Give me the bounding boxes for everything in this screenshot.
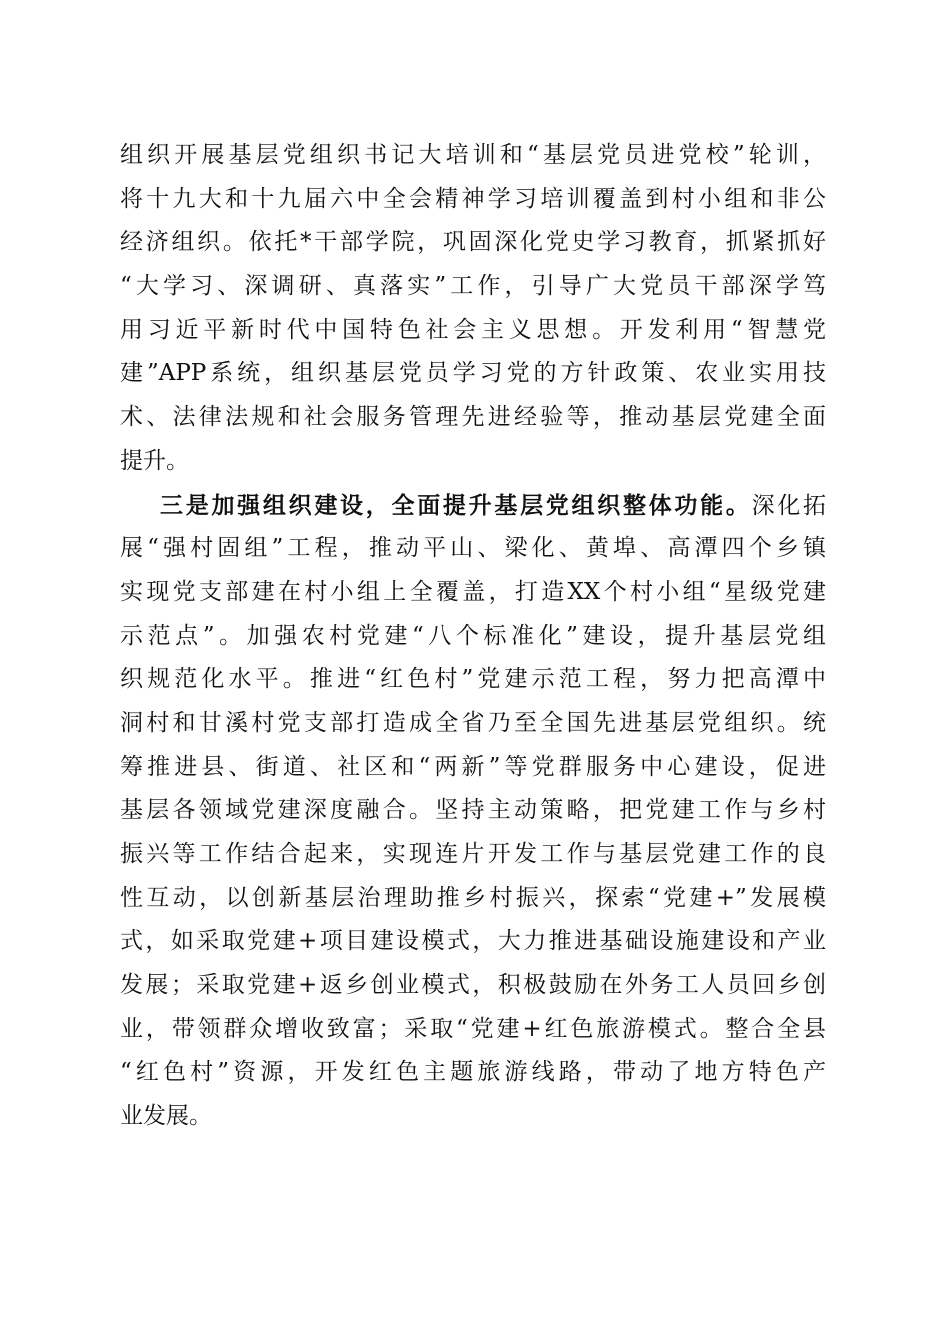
text-line: 筹推进县、街道、社区和“两新”等党群服务中心建设，促进 (120, 753, 826, 780)
document-body (120, 134, 826, 1139)
text-line: 发展；采取党建+返乡创业模式，积极鼓励在外务工人员回乡创 (120, 972, 826, 999)
paragraph-2 (120, 484, 826, 1139)
text-line: 基层各领域党建深度融合。坚持主动策略，把党建工作与乡村 (120, 797, 826, 824)
text-line: 性互动，以创新基层治理助推乡村振兴，探索“党建+”发展模 (120, 884, 826, 911)
text-line: 经济组织。依托*干部学院，巩固深化党史学习教育，抓紧抓好 (120, 229, 826, 256)
text-line: “红色村”资源，开发红色主题旅游线路，带动了地方特色产 (120, 1059, 826, 1086)
text-line: 织规范化水平。推进“红色村”党建示范工程，努力把高潭中 (120, 666, 826, 693)
text-line: 用习近平新时代中国特色社会主义思想。开发利用“智慧党 (120, 316, 826, 343)
text-line: 展“强村固组”工程，推动平山、梁化、黄埠、高潭四个乡镇 (120, 535, 826, 562)
text-line: 振兴等工作结合起来，实现连片开发工作与基层党建工作的良 (120, 841, 826, 867)
text-line: “大学习、深调研、真落实”工作，引导广大党员干部深学笃 (120, 273, 826, 300)
paragraph-1 (120, 134, 826, 484)
text-line (120, 484, 826, 528)
text-line: 式，如采取党建+项目建设模式，大力推进基础设施建设和产业 (120, 928, 826, 955)
text-line: 将十九大和十九届六中全会精神学习培训覆盖到村小组和非公 (120, 185, 826, 212)
text-line: 建”APP系统，组织基层党员学习党的方针政策、农业实用技 (120, 360, 826, 387)
heading-line-rest: 深化拓 (751, 492, 827, 519)
text-line: 洞村和甘溪村党支部打造成全省乃至全国先进基层党组织。统 (120, 709, 826, 736)
text-line: 实现党支部建在村小组上全覆盖，打造XX个村小组“星级党建 (120, 578, 826, 605)
text-line: 业，带领群众增收致富；采取“党建+红色旅游模式。整合全县 (120, 1015, 826, 1042)
section-heading: 三是加强组织建设，全面提升基层党组织整体功能。 (160, 491, 752, 519)
text-line: 业发展。 (120, 1103, 212, 1130)
text-line: 示范点”。加强农村党建“八个标准化”建设，提升基层党组 (120, 622, 826, 649)
text-line: 提升。 (120, 447, 189, 474)
text-line: 术、法律法规和社会服务管理先进经验等，推动基层党建全面 (120, 404, 826, 431)
text-line: 组织开展基层党组织书记大培训和“基层党员进党校”轮训， (120, 142, 826, 168)
